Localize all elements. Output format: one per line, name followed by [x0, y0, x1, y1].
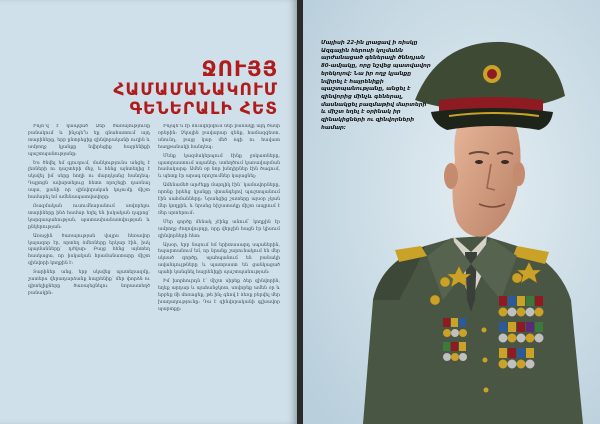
article-title-line-2: ՀԱՄԱՄԱՆԱԿՈՒՄ ԳԵՆԵՐԱԼԻ ՀԵՏ	[113, 80, 278, 119]
paragraph: Ես ծնվել եմ գյուղում, մանկությունս անցել է լեռների ու դաշտերի մեջ, և հենց այնտեղից է սկսվել իմ սերը հողի ու մարդկանց հանդեպ: Դպրոցն ավարտելուց հետո որոշեցի դառնալ սպա, քանի որ զինվորական կոչումը միշտ համարել եմ ամենապատվավորը:	[28, 160, 150, 201]
paragraph: Առաջին ծառայության վայրս հեռավոր կայազոր էր, որտեղ ձմեռները երկար էին, իսկ պայմանները՝ դժվար: Բայց հենց այնտեղ հասկացա, որ իսկական հրամանատարը միշտ զինվորի կողքին է:	[28, 233, 150, 267]
article-body	[28, 124, 280, 414]
paragraph: Տարիներ անց, երբ սկսվեց պատերազմը, շատերս վերադարձանք հայրենիք՝ մեր փորձն ու գիտելիքները ծառայեցնելու նորաստեղծ բանակին:	[28, 270, 150, 296]
article-column-1	[28, 124, 150, 414]
paragraph: Ինչո՞վ է կապված Ձեր ծառայությունը բանակում և ինչպե՞ս եք գնահատում այդ տարիները, երբ ընտրեցիք զինվորականի ուղին և ամբողջ կյանքը նվիրեցիք հայրենիքի պաշտպանությանը:	[28, 124, 150, 157]
paragraph: Մեր գործը մենակ չէինք անում՝ կողքին էր ամբողջ ժողովուրդը, որը վերջին հացն էր կիսում զինվորների հետ:	[158, 219, 280, 239]
paragraph: Ամենամեծ արժեքը մարդիկ էին՝ կամավորները, որոնք իրենց կյանքը վտանգելով պաշտպանում էին սահմանները: Նրանցից շատերը այսօր չկան մեր կողքին, և նրանց հիշատակը միշտ ապրում է մեր սրտերում:	[158, 183, 280, 216]
article-title	[40, 58, 278, 118]
paragraph: Մենք կազմակերպում էինք ջոկատները, պատրաստում սպաներ, ստեղծում կառավարման համակարգ: Ամեն օր նոր խնդիրներ էին ծագում, և պետք էր արագ որոշումներ կայացնել:	[158, 153, 280, 180]
paragraph: Իմ խորհուրդն է՝ միշտ սիրեք ձեր զինվորին, եղեք արդար և պահանջկոտ, սովորեք ամեն օր և երբեք մի մոռացեք, թե ինչ գնով է ձեռք բերվել մեր խաղաղությունը: Դա է զինվորականի գլխավոր պարտքը:	[158, 279, 280, 312]
paragraph: Այսօր, երբ նայում եմ երիտասարդ սպաներին, հպարտանում եմ, որ նրանք շարունակում են մեր սկսած գործը, պահպանում են բանակի ավանդույթները և պատրաստ են ցանկացած պահի կանգնել հայրենիքի պաշտպանության:	[158, 242, 280, 276]
photo-caption: Մայիսի 22-ին լրացավ ի ռիսկը Ազգային հերոսի կոչմանն արժանացած գեներալի ծննդյան 80-ամյակը, որը նշվեց պատվավոր երեկոյով: Նա իր ողջ կյանքը նվիրել է հայրենիքի պաշտպանությանը, անցել է զինվորից մինչև գեներալ, մասնակցել բազմաթիվ մարտերի և միշտ եղել է օրինակ իր զինակիցների ու զինվորների համար:	[321, 40, 431, 131]
paragraph: Ռազմական ուսումնարանում սովորելու տարիները ինձ համար եղել են իսկական դպրոց՝ կարգապահության, պատասխանատվության և ընկերության:	[28, 203, 150, 230]
article-title-line-1: ՋՈՒՅՅ	[201, 57, 278, 81]
article-column-2	[158, 124, 280, 414]
paragraph: Ինչպե՞ս էր ձևավորվում մեր բանակը այդ ծանր օրերին: Չկային բավարար զենք, համազգեստ, սնունդ, բայց կար մեծ ոգի ու հավատ հաղթանակի հանդեպ:	[158, 124, 280, 150]
